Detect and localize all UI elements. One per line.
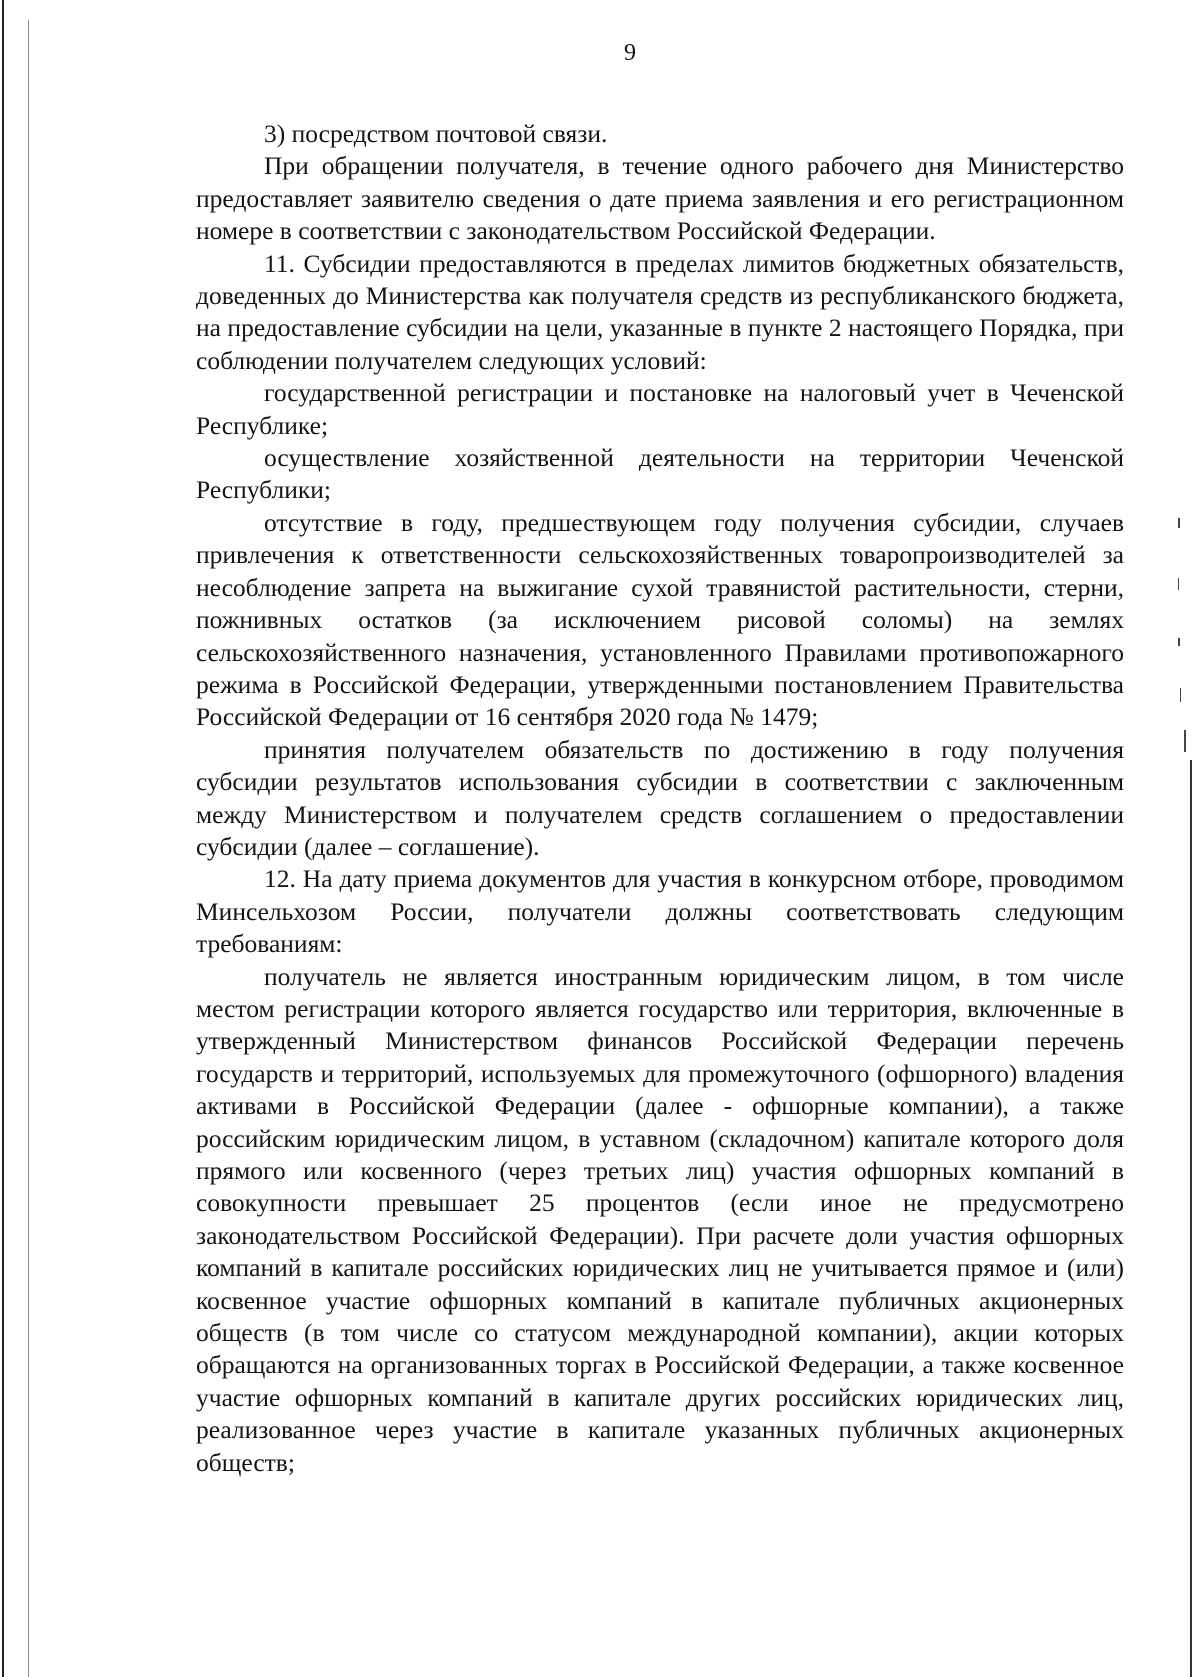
paragraph-postal: 3) посредством почтовой связи. (264, 119, 608, 148)
scan-speck (1180, 688, 1181, 702)
paragraph-condition-registration: государственной регистрации и постановке на налоговый учет в Чеченской Республике; (196, 378, 1124, 440)
paragraph-condition-fire-safety: отсутствие в году, предшествующем году получения субсидии, случаев привлечения к ответственности сельскохозяйственных товаропроизводителей за несоблюдение запрета на выжигание сухой травянистой растительности, стерни, пожнивных остатков (за исключением рисовой соломы) на землях сельскохозяйственного назначения, установленного Правилами противопожарного режима в Российской Федерации, утвержденными постановлением Правительства Российской Федерации от 16 сентября 2020 года № 1479; (196, 507, 1124, 732)
scan-edge-right (1190, 760, 1192, 1677)
scan-edge-left (2, 0, 4, 1677)
paragraph-clause-12: 12. На дату приема документов для участия в конкурсном отборе, проводимом Минсельхозом России, получатели должны соответствовать следующим требованиям: (196, 864, 1124, 959)
paragraph-registration-notice: При обращении получателя, в течение одного рабочего дня Министерство предоставляет заявителю сведения о дате приема заявления и его регистрационном номере в соответствии с законодательством Российской Федерации. (196, 151, 1124, 246)
paragraph-offshore-requirement: получатель не является иностранным юридическим лицом, в том числе местом регистрации которого является государство или территория, включенные в утвержденный Министерством финансов Российской Федерации перечень государств и территорий, используемых для промежуточного (офшорного) владения активами в Российской Федерации (далее - офшорные компании), а также российским юридическим лицом, в уставном (складочном) капитале которого доля прямого или косвенного (через третьих лиц) участия офшорных компаний в совокупности превышает 25 процентов (если иное не предусмотрено законодательством Российской Федерации). При расчете доли участия офшорных компаний в капитале российских юридических лиц не учитывается прямое и (или) косвенное участие офшорных компаний в капитале публичных акционерных обществ (в том числе со статусом международной компании), акции которых обращаются на организованных торгах в Российской Федерации, а также косвенное участие офшорных компаний в капитале других российских юридических лиц, реализованное через участие в капитале указанных публичных акционерных обществ; (196, 961, 1124, 1477)
paragraph-condition-obligations: принятия получателем обязательств по достижению в году получения субсидии результатов использования субсидии в соответствии с заключенным между Министерством и получателем средств соглашением о предоставлении субсидии (далее – соглашение). (196, 734, 1124, 861)
scan-speck (1178, 638, 1180, 646)
paragraph-condition-activity: осуществление хозяйственной деятельности на территории Чеченской Республики; (196, 443, 1124, 505)
page-number: 9 (624, 40, 636, 66)
scan-speck (1184, 730, 1186, 752)
scan-speck (1178, 518, 1180, 528)
scan-speck (1178, 578, 1179, 590)
document-body (196, 118, 1124, 1479)
paragraph-clause-11: 11. Субсидии предоставляются в пределах лимитов бюджетных обязательств, доведенных до Министерства как получателя средств из республиканского бюджета, на предоставление субсидии на цели, указанные в пункте 2 настоящего Порядка, при соблюдении получателем следующих условий: (196, 248, 1124, 375)
scan-edge-line (28, 20, 29, 1677)
